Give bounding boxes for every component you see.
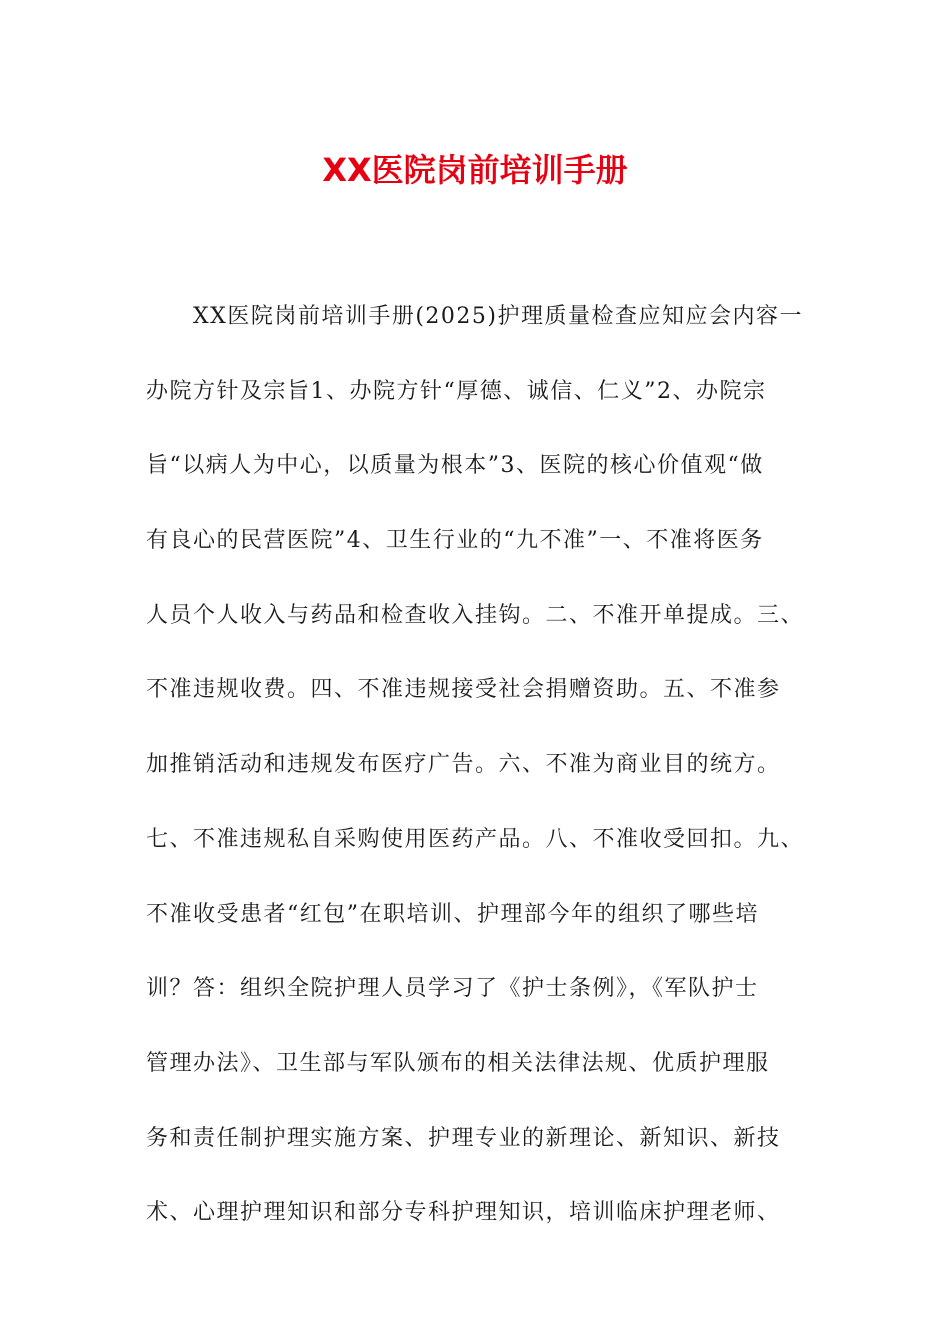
body-line: 不准收受患者“红包”在职培训、护理部今年的组织了哪些培 (146, 901, 759, 927)
body-line: XX医院岗前培训手册(2025)护理质量检查应知应会内容一 (146, 304, 803, 329)
body-line: 旨“以病人为中心，以质量为根本”3、医院的核心价值观“做 (146, 453, 764, 479)
body-line: 管理办法》、卫生部与军队颁布的相关法律法规、优质护理服 (146, 1050, 770, 1076)
body-line: 术、心理护理知识和部分专科护理知识，培训临床护理老师、 (146, 1200, 781, 1226)
document-title: XX医院岗前培训手册 (322, 151, 628, 189)
body-line: 有良心的民营医院”4、卫生行业的“九不准”一、不准将医务 (146, 528, 764, 554)
body-line: 加推销活动和违规发布医疗广告。六、不准为商业目的统方。 (146, 752, 781, 778)
body-line: 务和责任制护理实施方案、护理专业的新理论、新知识、新技 (146, 1125, 781, 1151)
body-line: 不准违规收费。四、不准违规接受社会捐赠资助。五、不准参 (146, 677, 781, 703)
body-line: 训？答：组织全院护理人员学习了《护士条例》，《军队护士 (146, 976, 759, 1002)
document-body (146, 280, 806, 1251)
body-line: 七、不准违规私自采购使用医药产品。八、不准收受回扣。九、 (146, 826, 805, 852)
body-line: 人员个人收入与药品和检查收入挂钩。二、不准开单提成。三、 (146, 602, 805, 628)
body-line: 办院方针及宗旨1、办院方针“厚德、诚信、仁义”2、办院宗 (146, 378, 767, 404)
